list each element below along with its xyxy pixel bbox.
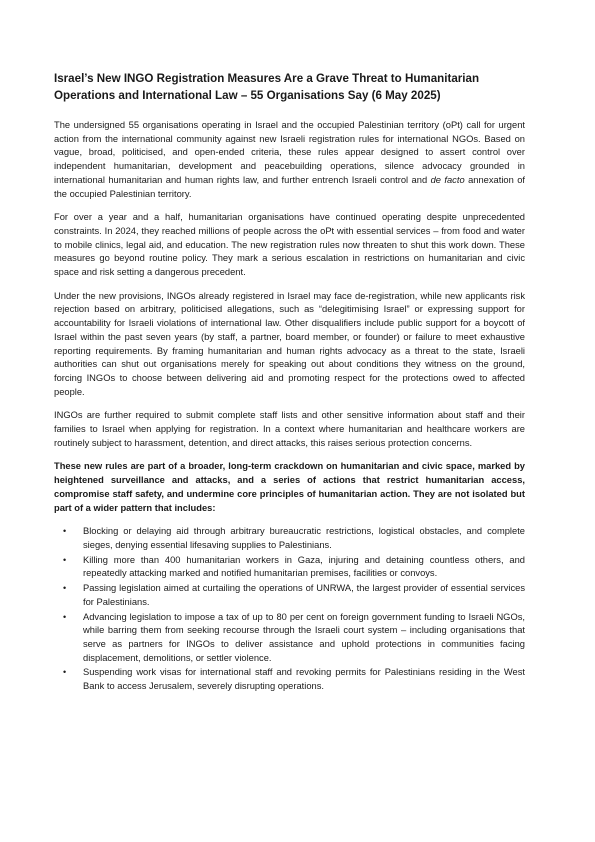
- list-item-text: Passing legislation aimed at curtailing the operations of UNRWA, the largest provider of essential services for Palestinians.: [83, 583, 525, 607]
- list-item-text: Suspending work visas for international staff and revoking permits for Palestinians residing in the West Bank to access Jerusalem, severely disrupting operations.: [83, 667, 525, 692]
- list-item: [54, 525, 525, 552]
- paragraph-intro-text-b: annexation of the occupied Palestinian territory.: [54, 174, 526, 199]
- document-title: Israel’s New INGO Registration Measures Are a Grave Threat to Humanitarian Operations and International Law – 55 Organisations Say (6 May 2025): [54, 72, 480, 102]
- list-item: [54, 666, 525, 693]
- list-item-text: Blocking or delaying aid through arbitrary bureaucratic restrictions, logistical obstacles, and complete sieges, denying essential lifesaving supplies to Palestinians.: [83, 526, 525, 550]
- bullet-icon: •: [63, 526, 67, 537]
- list-item-text: Advancing legislation to impose a tax of up to 80 per cent on foreign government funding to Israeli NGOs, while barring them from seeking recourse through the Israeli court system – including organisations that serve as partners for INGOs to deliver assistance and uphold protections in communities facing displacement, demolitions, or settler violence.: [83, 611, 525, 663]
- list-item: [54, 611, 525, 666]
- paragraph-intro: [54, 119, 525, 201]
- paragraph-intro-text-a: The undersigned 55 organisations operating in Israel and the occupied Palestinian territory (oPt) call for urgent action from the international community against new Israeli registration rules for international NGOs. Based on vague, broad, politicised, and open-ended criteria, these rules appear designed to assert control over independent humanitarian, development and peacebuilding operations, silence advocacy grounded in international humanitarian and human rights law, and further entrench Israeli control and: [54, 120, 525, 185]
- list-item-text: Killing more than 400 humanitarian workers in Gaza, injuring and detaining countless others, and repeatedly attacking marked and notified humanitarian premises, facilities or convoys.: [83, 554, 525, 579]
- paragraph-constraints: For over a year and a half, humanitarian organisations have continued operating despite unprecedented constraints. In 2024, they reached millions of people across the oPt with essential services – from food and water to mobile clinics, legal aid, and education. The new registration rules now threaten to shut this work down. These measures go beyond routine policy. They mark a serious escalation in restrictions on humanitarian and civic space and risk setting a dangerous precedent.: [54, 212, 525, 278]
- bullet-icon: •: [63, 667, 67, 678]
- list-item: [54, 554, 525, 581]
- paragraph-intro-italic: de facto: [430, 174, 465, 185]
- bullet-icon: •: [63, 554, 67, 565]
- bullet-icon: •: [63, 583, 67, 594]
- bullet-icon: •: [63, 611, 67, 622]
- paragraph-staff-lists: INGOs are further required to submit complete staff lists and other sensitive information about staff and their families to Israel when applying for registration. In a context where humanitarian and healthcare workers are routinely subject to harassment, detention, and direct attacks, this raises serious protection concerns.: [54, 410, 525, 448]
- paragraph-crackdown: These new rules are part of a broader, long-term crackdown on humanitarian and civic space, marked by heightened surveillance and attacks, and a series of actions that restrict humanitarian access, compromise staff safety, and undermine core principles of humanitarian action. They are not isolated but part of a wider pattern that includes:: [54, 461, 525, 513]
- paragraph-provisions: Under the new provisions, INGOs already registered in Israel may face de-registration, while new applicants risk rejection based on arbitrary, politicised allegations, such as “delegitimising Israel” or expressing support for accountability for Israeli violations of international law. Other disqualifiers include public support for a boycott of Israel within the past seven years (by staff, a partner, board member, or founder) or failure to meet exhaustive reporting requirements. By framing humanitarian and human rights advocacy as a threat to the state, Israeli authorities can shut out organisations merely for speaking out about conditions they witness on the ground, forcing INGOs to choose between delivering aid and promoting respect for the protections owed to affected people.: [54, 290, 525, 397]
- list-item: [54, 582, 525, 609]
- pattern-list: [54, 525, 525, 693]
